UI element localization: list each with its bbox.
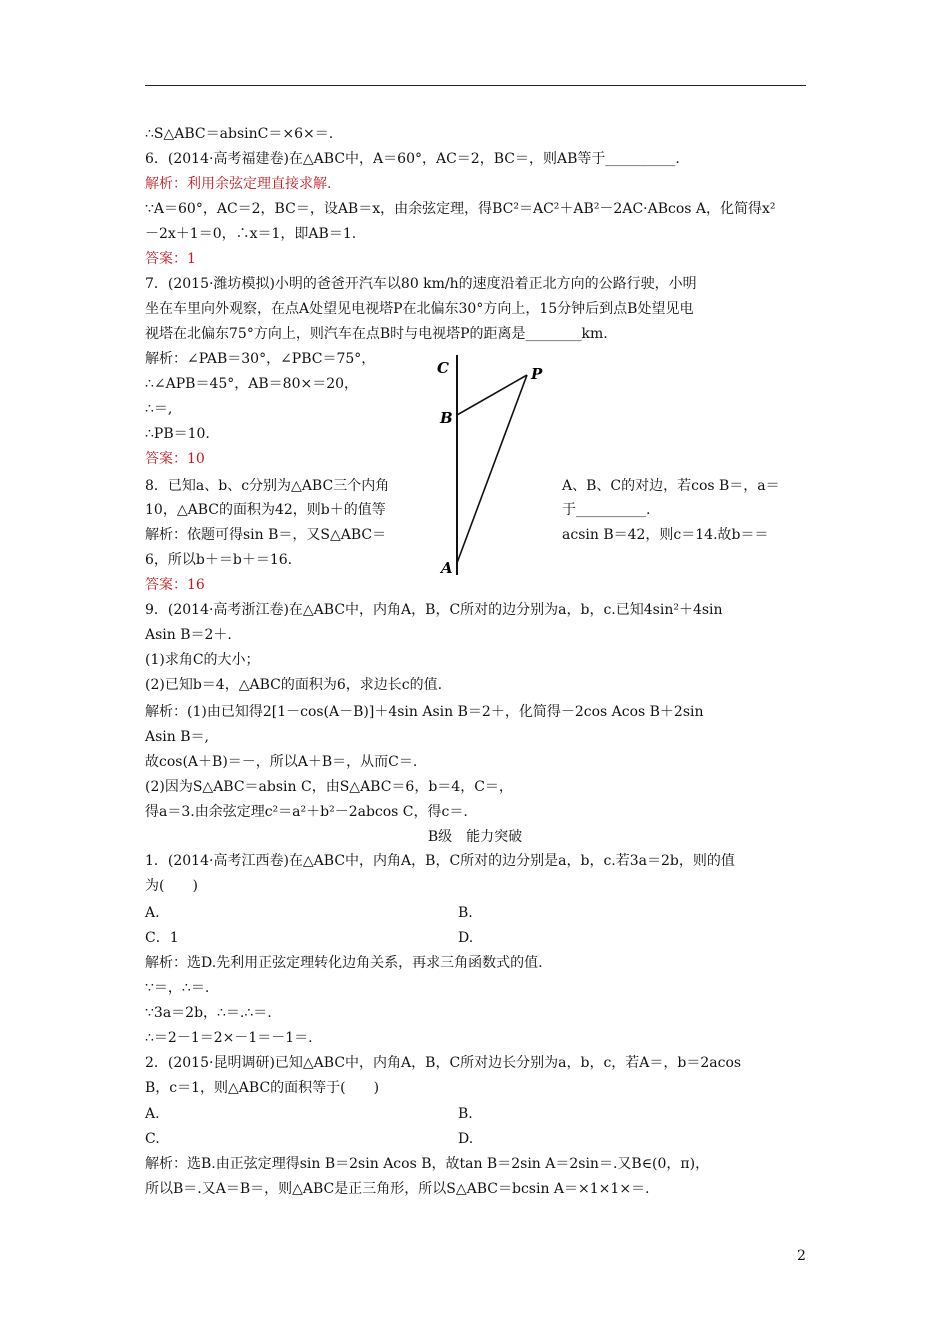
triangle-figure — [435, 353, 555, 583]
text-line: ∴PB＝10. — [145, 426, 210, 442]
text-line: Asin B＝, — [145, 729, 209, 745]
label-b: B — [440, 409, 453, 427]
text-line: ∵3a＝2b，∴＝.∴＝. — [145, 1005, 272, 1021]
text-line: 视塔在北偏东75°方向上，则汽车在点B时与电视塔P的距离是________km. — [145, 326, 608, 342]
text-line: ∵＝，∴＝. — [145, 980, 210, 996]
text-line: 6，所以b＋＝b＋＝16. — [145, 552, 293, 568]
label-p: P — [531, 365, 543, 383]
problem-8: 8．已知a、b、c分别为△ABC三个内角 — [145, 478, 390, 494]
text-line: 解析：(1)由已知得2[1－cos(A－B)]＋4sin Asin B＝2＋，化简得－2cos Acos B＋2sin — [145, 704, 704, 720]
text-fragment: 于__________. — [562, 502, 651, 518]
option-c: C. — [145, 1131, 160, 1147]
label-c: C — [437, 359, 449, 377]
text-line: 所以B＝.又A＝B＝，则△ABC是正三角形，所以S△ABC＝bcsin A＝×1×1×＝. — [145, 1181, 650, 1197]
text-line: 解析：选B.由正弦定理得sin B＝2sin Acos B，故tan B＝2sin A＝2sin＝.又B∈(0，π)， — [145, 1156, 710, 1172]
problem-6: 6．(2014·高考福建卷)在△ABC中，A＝60°，AC＝2，BC＝，则AB等于__________. — [145, 151, 680, 167]
text-line: ∵A＝60°，AC＝2，BC＝，设AB＝x，由余弦定理，得BC²＝AC²＋AB²－2AC·ABcos A，化简得x² — [145, 201, 776, 217]
option-d: D. — [458, 930, 474, 946]
option-a: A. — [145, 1106, 160, 1122]
answer-6: 答案：1 — [145, 251, 196, 267]
problem-b2: 2．(2015·昆明调研)已知△ABC中，内角A，B，C所对边长分别为a，b，c，若A＝，b＝2acos — [145, 1055, 742, 1071]
text-line: －2x＋1＝0，∴x＝1，即AB＝1. — [145, 226, 357, 242]
answer-8: 答案：16 — [145, 577, 205, 593]
text-fragment: acsin B＝42，则c＝14.故b＝＝ — [562, 527, 769, 543]
text-line: (2)因为S△ABC＝absin C，由S△ABC＝6，b＝4，C＝， — [145, 779, 513, 795]
text-fragment: A、B、C的对边，若cos B＝，a＝ — [562, 478, 780, 494]
text-line: ∴＝2－1＝2×－1＝－1＝. — [145, 1030, 313, 1046]
option-b: B. — [458, 1106, 473, 1122]
text-line: ∴∠APB＝45°，AB＝80×＝20， — [145, 376, 359, 392]
text-line: ∴S△ABC＝absinC＝×6×＝. — [145, 126, 334, 142]
text-line: Asin B＝2＋. — [145, 627, 232, 643]
option-d: D. — [458, 1131, 474, 1147]
text-line: 坐在车里向外观察，在点A处望见电视塔P在北偏东30°方向上，15分钟后到点B处望见电 — [145, 301, 694, 317]
text-line: 得a＝3.由余弦定理c²＝a²＋b²－2abcos C，得c＝. — [145, 804, 468, 820]
option-c: C．1 — [145, 930, 179, 946]
text-line: 解析：∠PAB＝30°，∠PBC＝75°， — [145, 351, 376, 367]
label-a: A — [441, 559, 453, 577]
problem-b1: 1．(2014·高考江西卷)在△ABC中，内角A，B，C所对的边分别是a，b，c.若3a＝2b，则的值 — [145, 853, 735, 869]
problem-7: 7．(2015·潍坊模拟)小明的爸爸开汽车以80 km/h的速度沿着正北方向的公路行驶，小明 — [145, 276, 697, 292]
text-line: 10，△ABC的面积为42，则b＋的值等 — [145, 502, 386, 518]
header-rule — [145, 85, 806, 86]
segment-bp — [457, 375, 527, 415]
section-heading: B级 能力突破 — [427, 829, 523, 845]
segment-ap — [457, 375, 527, 563]
text-line: B，c＝1，则△ABC的面积等于( ) — [145, 1080, 380, 1096]
problem-9: 9．(2014·高考浙江卷)在△ABC中，内角A，B，C所对的边分别为a，b，c.已知4sin²＋4sin — [145, 602, 723, 618]
solution-label: 解析：利用余弦定理直接求解. — [145, 176, 332, 192]
option-b: B. — [458, 905, 473, 921]
page-number: 2 — [797, 1248, 806, 1264]
text-line: (1)求角C的大小； — [145, 652, 260, 668]
answer-7: 答案：10 — [145, 451, 205, 467]
text-line: (2)已知b＝4，△ABC的面积为6，求边长c的值. — [145, 677, 443, 693]
text-line: 为( ) — [145, 878, 198, 894]
option-a: A. — [145, 905, 160, 921]
text-line: 解析：选D.先利用正弦定理转化边角关系，再求三角函数式的值. — [145, 955, 543, 971]
text-line: ∴＝, — [145, 401, 173, 417]
text-line: 故cos(A＋B)＝－，所以A＋B＝，从而C＝. — [145, 754, 418, 770]
text-line: 解析：依题可得sin B＝，又S△ABC＝ — [145, 527, 387, 543]
